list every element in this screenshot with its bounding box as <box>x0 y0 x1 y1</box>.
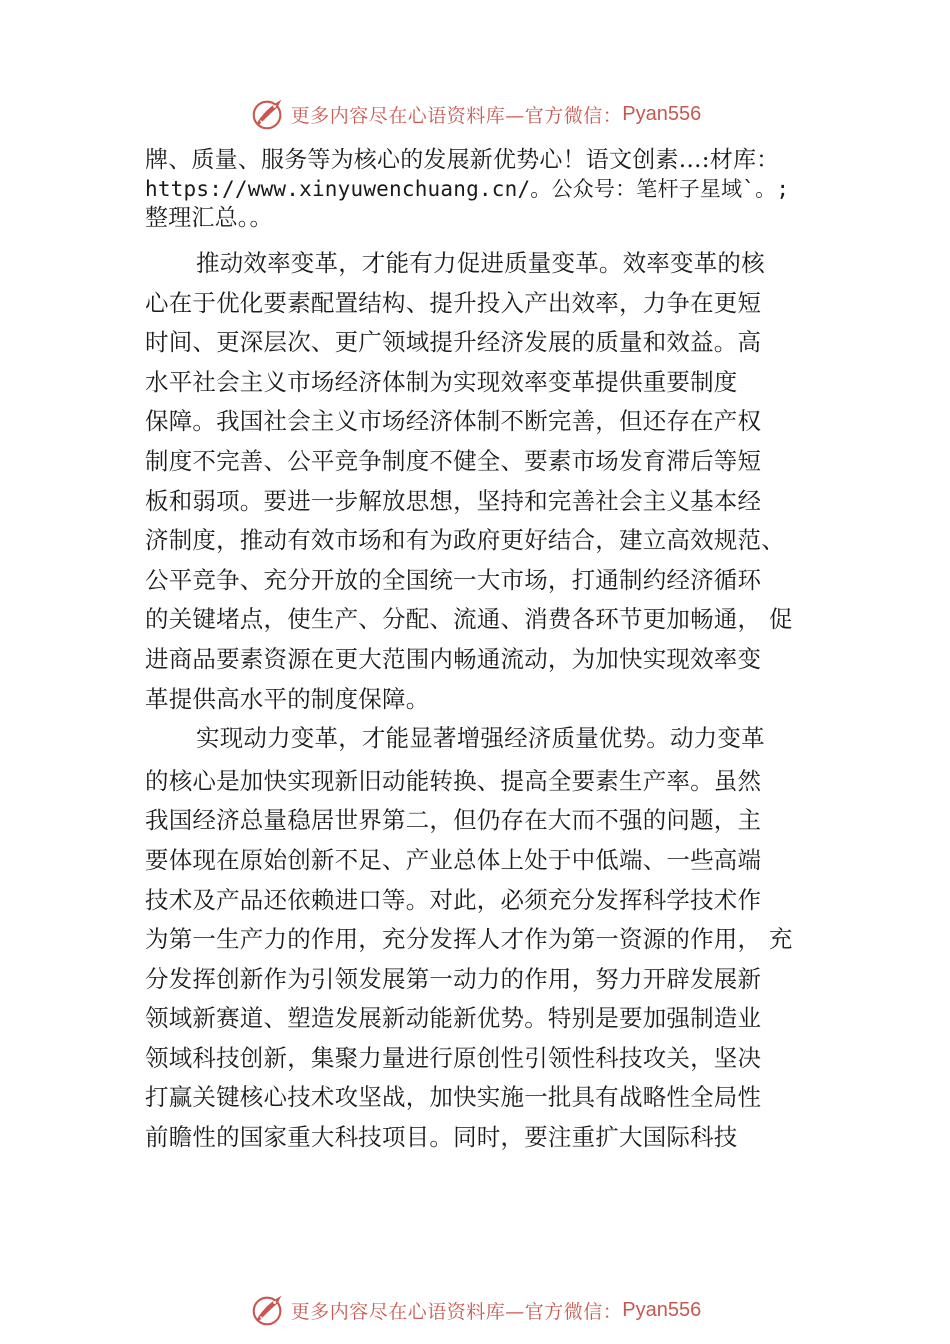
watermark-text: 更多内容尽在心语资料库—官方微信： <box>290 104 623 127</box>
text-line: 领域新赛道、塑造发展新动能新优势。特别是要加强制造业 <box>145 1004 762 1033</box>
pen-nib-logo-icon <box>249 95 287 133</box>
text-line: 制度不完善、公平竞争制度不健全、要素市场发育滞后等短 <box>145 446 762 475</box>
text-line: 我国经济总量稳居世界第二，但仍存在大而不强的问题，主 <box>145 806 762 835</box>
text-line: 领域科技创新，集聚力量进行原创性引领性科技攻关，坚决 <box>145 1043 762 1072</box>
text-line: 心在于优化要素配置结构、提升投入产出效率，力争在更短 <box>145 288 762 317</box>
watermark-header <box>0 94 950 134</box>
text-line: 为第一生产力的作用，充分发挥人才作为第一资源的作用， 充 <box>145 925 793 954</box>
watermark-text: 更多内容尽在心语资料库—官方微信： <box>290 1300 623 1323</box>
watermark-footer <box>0 1290 950 1330</box>
text-line: 水平社会主义市场经济体制为实现效率变革提供重要制度 <box>145 367 738 396</box>
text-line: 保障。我国社会主义市场经济体制不断完善，但还存在产权 <box>145 407 762 436</box>
text-line: https://www.xinyuwenchuang.cn/。公众号：笔杆子星域`。; <box>145 177 790 201</box>
text-line: 板和弱项。要进一步解放思想，坚持和完善社会主义基本经 <box>145 486 762 515</box>
document-body <box>145 146 835 1158</box>
text-line: 的核心是加快实现新旧动能转换、提高全要素生产率。虽然 <box>145 766 762 795</box>
text-line: 牌、质量、服务等为核心的发展新优势心！语文创素…:材库： <box>145 147 780 173</box>
text-line: 推动效率变革，才能有力促进质量变革。效率变革的核 <box>196 249 765 277</box>
text-line: 济制度，推动有效市场和有为政府更好结合，建立高效规范、 <box>145 526 785 555</box>
text-line: 技术及产品还依赖进口等。对此，必须充分发挥科学技术作 <box>145 885 762 914</box>
text-line: 整理汇总。。 <box>145 205 273 231</box>
text-line: 进商品要素资源在更大范围内畅通流动，为加快实现效率变 <box>145 644 762 673</box>
text-line: 实现动力变革，才能显著增强经济质量优势。动力变革 <box>196 724 765 753</box>
pen-nib-logo-icon <box>249 1291 287 1329</box>
paragraph-driving-force-reform <box>145 719 835 1158</box>
watermark-handle: Pyan556 <box>622 1298 702 1321</box>
text-line: 时间、更深层次、更广领域提升经济发展的质量和效益。高 <box>145 328 762 357</box>
text-line: 革提供高水平的制度保障。 <box>145 684 430 713</box>
text-line: 要体现在原始创新不足、产业总体上处于中低端、一些高端 <box>145 845 762 874</box>
intro-block <box>145 146 835 233</box>
text-line: 分发挥创新作为引领发展第一动力的作用，努力开辟发展新 <box>145 964 762 993</box>
text-line: 前瞻性的国家重大科技项目。同时，要注重扩大国际科技 <box>145 1123 738 1152</box>
text-line: 的关键堵点，使生产、分配、流通、消费各环节更加畅通， 促 <box>145 605 793 634</box>
watermark-handle: Pyan556 <box>622 102 702 125</box>
text-line: 打赢关键核心技术攻坚战，加快实施一批具有战略性全局性 <box>145 1083 762 1112</box>
text-line: 公平竞争、充分开放的全国统一大市场，打通制约经济循环 <box>145 565 762 594</box>
paragraph-efficiency-reform <box>145 244 835 719</box>
